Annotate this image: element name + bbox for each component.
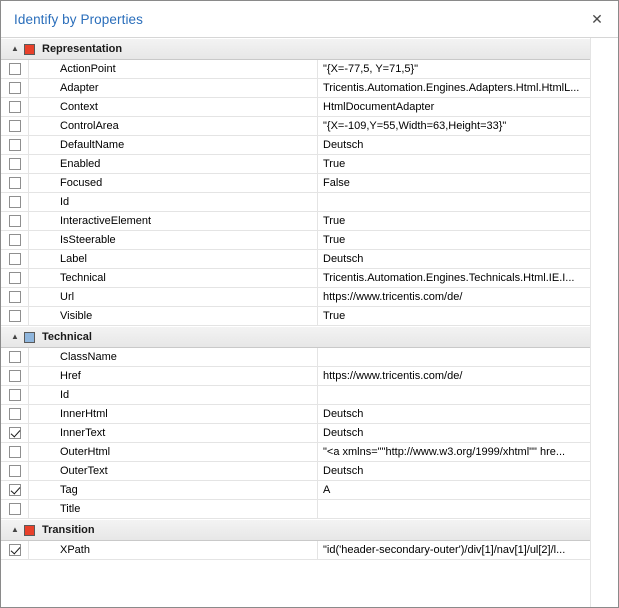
property-checkbox[interactable] [9,82,21,94]
property-checkbox[interactable] [9,139,21,151]
property-checkbox[interactable] [9,370,21,382]
property-checkbox[interactable] [9,484,21,496]
property-row[interactable] [1,136,618,155]
property-checkbox-cell[interactable] [1,307,29,325]
property-checkbox-cell[interactable] [1,443,29,461]
property-value: "id('header-secondary-outer')/div[1]/nav[1]/ul[2]/l... [323,544,566,556]
property-checkbox[interactable] [9,351,21,363]
property-checkbox[interactable] [9,215,21,227]
property-name: Label [29,250,318,268]
property-checkbox[interactable] [9,158,21,170]
property-value: True [323,215,346,227]
property-value-cell[interactable] [318,367,618,385]
property-checkbox[interactable] [9,253,21,265]
property-row[interactable] [1,98,618,117]
property-name: Focused [29,174,318,192]
property-checkbox-cell[interactable] [1,405,29,423]
property-checkbox[interactable] [9,503,21,515]
property-checkbox[interactable] [9,196,21,208]
property-checkbox-cell[interactable] [1,250,29,268]
property-row[interactable] [1,307,618,326]
property-value-cell[interactable] [318,174,618,192]
property-row[interactable] [1,348,618,367]
property-checkbox[interactable] [9,310,21,322]
property-value: A [323,484,331,496]
property-checkbox[interactable] [9,427,21,439]
property-value-cell[interactable] [318,541,618,559]
property-checkbox[interactable] [9,120,21,132]
property-row[interactable] [1,174,618,193]
property-value: Deutsch [323,408,364,420]
property-row[interactable] [1,424,618,443]
collapse-arrow-icon[interactable]: ▲ [11,332,19,341]
property-checkbox-cell[interactable] [1,348,29,366]
property-checkbox-cell[interactable] [1,193,29,211]
property-value-cell[interactable] [318,348,618,366]
property-value: https://www.tricentis.com/de/ [323,370,463,382]
property-checkbox-cell[interactable] [1,288,29,306]
property-value: HtmlDocumentAdapter [323,101,435,113]
property-name: ActionPoint [29,60,318,78]
property-checkbox[interactable] [9,234,21,246]
property-row[interactable] [1,212,618,231]
property-checkbox-cell[interactable] [1,367,29,385]
property-row[interactable] [1,269,618,288]
property-value: False [323,177,350,189]
property-name: ClassName [29,348,318,366]
property-checkbox-cell[interactable] [1,60,29,78]
property-value: True [323,234,346,246]
property-row[interactable] [1,231,618,250]
collapse-arrow-icon[interactable]: ▲ [11,44,19,53]
group-color-swatch [24,44,35,55]
property-checkbox-cell[interactable] [1,155,29,173]
group-header-technical[interactable] [1,326,618,348]
group-color-swatch [24,525,35,536]
property-value: "{X=-77,5, Y=71,5}" [323,63,419,75]
property-checkbox[interactable] [9,446,21,458]
property-value: https://www.tricentis.com/de/ [323,291,463,303]
property-name: Adapter [29,79,318,97]
property-row[interactable] [1,443,618,462]
property-name: Enabled [29,155,318,173]
property-value-cell[interactable] [318,424,618,442]
property-name: InnerText [29,424,318,442]
property-value-cell[interactable] [318,98,618,116]
property-value: Deutsch [323,465,364,477]
property-row[interactable] [1,405,618,424]
dialog-titlebar [1,1,618,38]
property-checkbox-cell[interactable] [1,136,29,154]
close-icon[interactable]: ✕ [584,7,610,31]
property-checkbox[interactable] [9,544,21,556]
property-value-cell[interactable] [318,193,618,211]
property-value-cell[interactable] [318,60,618,78]
property-checkbox-cell[interactable] [1,174,29,192]
property-checkbox-cell[interactable] [1,212,29,230]
property-value-cell[interactable] [318,481,618,499]
property-checkbox-cell[interactable] [1,386,29,404]
property-row[interactable] [1,193,618,212]
property-checkbox[interactable] [9,408,21,420]
property-value-cell[interactable] [318,386,618,404]
property-value-cell[interactable] [318,307,618,325]
property-row[interactable] [1,60,618,79]
group-color-swatch [24,332,35,343]
group-title: Transition [42,524,95,536]
property-row[interactable] [1,386,618,405]
collapse-arrow-icon[interactable]: ▲ [11,525,19,534]
group-header-transition[interactable] [1,519,618,541]
property-value-cell[interactable] [318,212,618,230]
property-name: OuterHtml [29,443,318,461]
property-value-cell[interactable] [318,231,618,249]
property-row[interactable] [1,250,618,269]
property-checkbox[interactable] [9,177,21,189]
property-name: OuterText [29,462,318,480]
property-value: True [323,158,346,170]
property-checkbox-cell[interactable] [1,424,29,442]
dialog-title: Identify by Properties [14,11,144,27]
property-name: Id [29,193,318,211]
property-row[interactable] [1,462,618,481]
property-value-cell[interactable] [318,117,618,135]
group-header-representation[interactable] [1,38,618,60]
property-checkbox-cell[interactable] [1,269,29,287]
property-name: IsSteerable [29,231,318,249]
property-value: "<a xmlns=""http://www.w3.org/1999/xhtml"" hre... [323,446,566,458]
property-value-cell[interactable] [318,79,618,97]
property-name: Visible [29,307,318,325]
property-name: Technical [29,269,318,287]
property-row[interactable] [1,481,618,500]
property-checkbox-cell[interactable] [1,541,29,559]
properties-grid[interactable] [1,38,618,607]
property-value-cell[interactable] [318,250,618,268]
group-title: Representation [42,43,123,55]
property-row[interactable] [1,541,618,560]
property-value-cell[interactable] [318,136,618,154]
property-value: Tricentis.Automation.Engines.Technicals.Html.IE.I... [323,272,575,284]
property-row[interactable] [1,500,618,519]
property-value: Tricentis.Automation.Engines.Adapters.Html.HtmlL... [323,82,580,94]
property-name: Id [29,386,318,404]
property-value: True [323,310,346,322]
property-value-cell[interactable] [318,500,618,518]
property-row[interactable] [1,367,618,386]
property-value-cell[interactable] [318,155,618,173]
property-value: "{X=-109,Y=55,Width=63,Height=33}" [323,120,507,132]
property-value: Deutsch [323,253,364,265]
property-checkbox-cell[interactable] [1,79,29,97]
property-name: Url [29,288,318,306]
property-name: DefaultName [29,136,318,154]
property-value-cell[interactable] [318,288,618,306]
property-value-cell[interactable] [318,443,618,461]
property-name: ControlArea [29,117,318,135]
property-name: InnerHtml [29,405,318,423]
property-value-cell[interactable] [318,462,618,480]
property-name: Context [29,98,318,116]
property-checkbox-cell[interactable] [1,500,29,518]
property-name: Href [29,367,318,385]
property-row[interactable] [1,79,618,98]
property-checkbox-cell[interactable] [1,481,29,499]
property-checkbox-cell[interactable] [1,98,29,116]
property-row[interactable] [1,117,618,136]
property-name: Title [29,500,318,518]
property-value: Deutsch [323,139,364,151]
property-checkbox[interactable] [9,291,21,303]
property-name: XPath [29,541,318,559]
property-name: InteractiveElement [29,212,318,230]
property-checkbox[interactable] [9,272,21,284]
property-row[interactable] [1,288,618,307]
group-title: Technical [42,331,92,343]
property-checkbox[interactable] [9,465,21,477]
property-checkbox-cell[interactable] [1,462,29,480]
property-checkbox-cell[interactable] [1,117,29,135]
property-checkbox[interactable] [9,101,21,113]
property-checkbox[interactable] [9,63,21,75]
property-value-cell[interactable] [318,405,618,423]
property-checkbox-cell[interactable] [1,231,29,249]
property-row[interactable] [1,155,618,174]
property-value-cell[interactable] [318,269,618,287]
property-name: Tag [29,481,318,499]
property-value: Deutsch [323,427,364,439]
property-checkbox[interactable] [9,389,21,401]
